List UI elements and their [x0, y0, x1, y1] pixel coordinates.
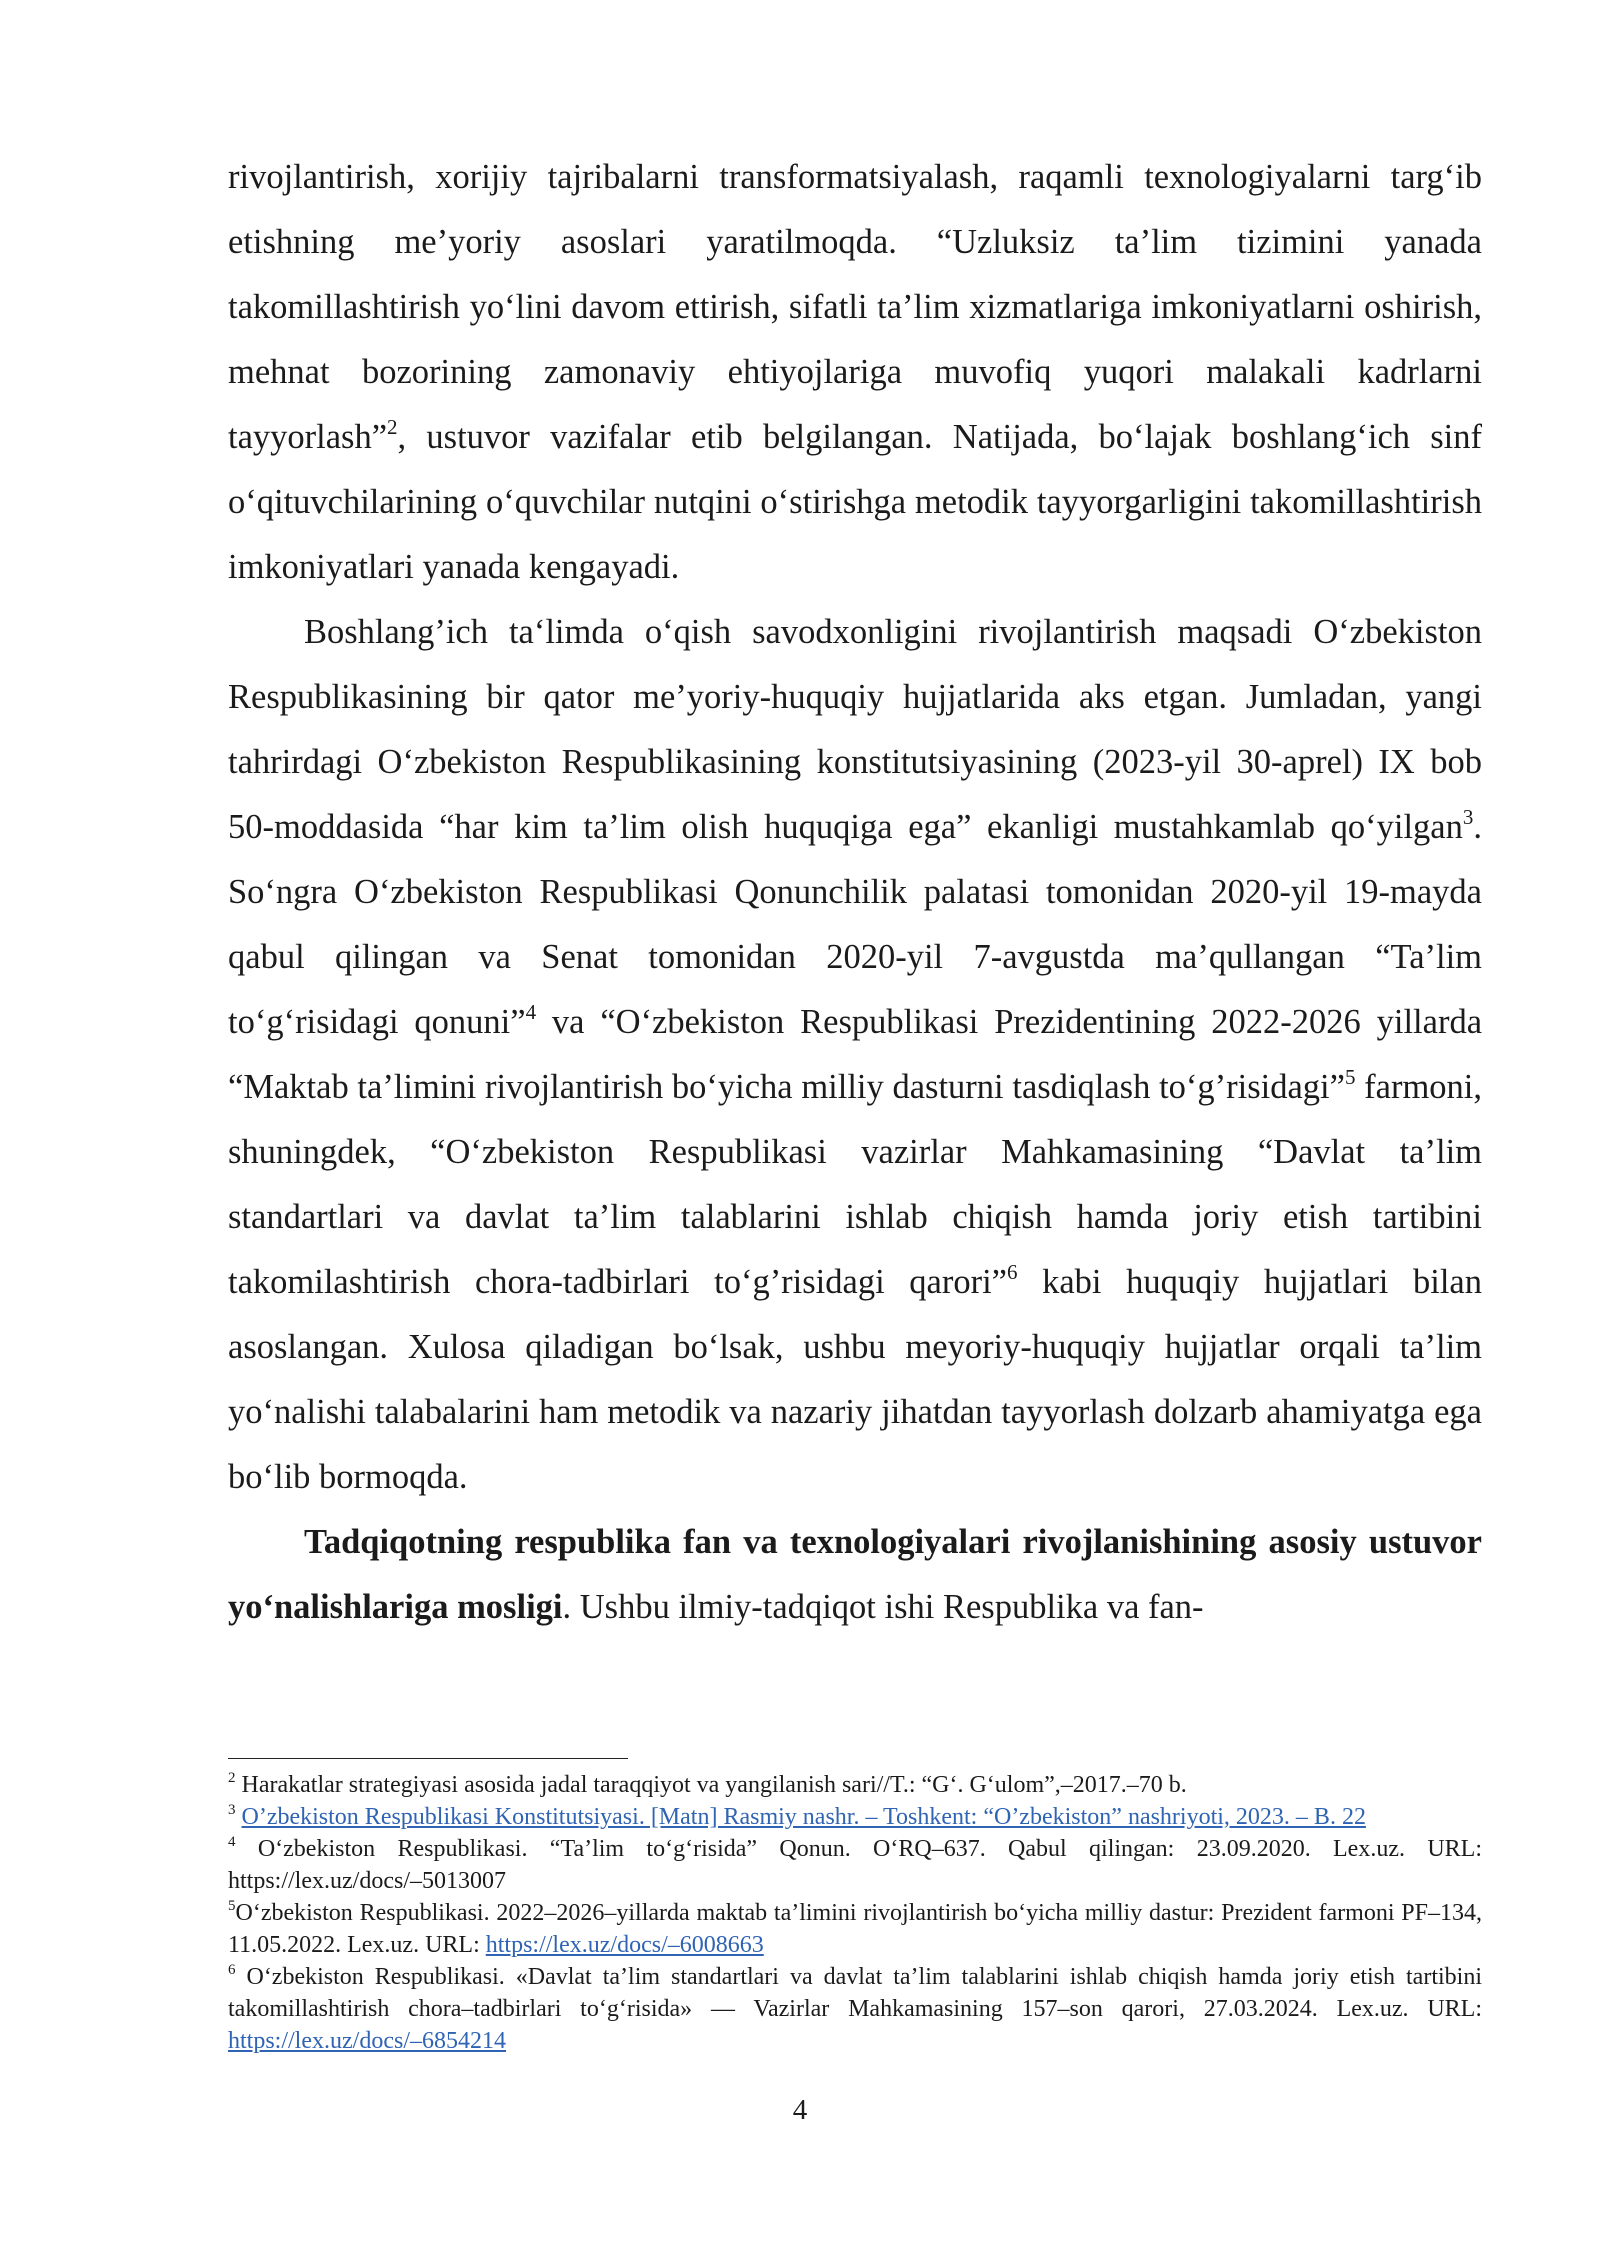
footnote-marker: 4: [228, 1834, 236, 1850]
footnote-marker: 2: [228, 1770, 236, 1786]
footnotes: [228, 1769, 1482, 2057]
section-heading-inline: Tadqiqotning respublika fan va texnologiyalari rivojlanishining asosiy ustuvor yo‘nalishlariga mosligi: [228, 1523, 1482, 1626]
text-run: O‘zbekiston Respublikasi. “Ta’lim to‘g‘risida” Qonun. O‘RQ–637. Qabul qilingan: 23.09.2020. Lex.uz. URL: https://lex.uz/docs/–5013007: [228, 1836, 1482, 1894]
footnote-marker: 3: [228, 1802, 236, 1818]
paragraph: [228, 600, 1482, 1510]
footnote-item: [228, 1897, 1482, 1961]
footnote-marker: 6: [1006, 1259, 1018, 1284]
footnote-marker: 4: [525, 999, 537, 1024]
footnote-item: [228, 1769, 1482, 1801]
body-text: [228, 145, 1482, 1640]
text-run: O‘zbekiston Respublikasi. «Davlat ta’lim standartlari va davlat ta’lim talablarini ishlab chiqish hamda joriy etish tartibini takomillashtirish chora–tadbirlari to‘g‘risida» — Vazirlar Mahkamasining 157–son qarori, 27.03.2024. Lex.uz. URL:: [228, 1964, 1482, 2022]
footnote-marker: 3: [1462, 804, 1474, 829]
paragraph: [228, 1510, 1482, 1640]
text-run: farmoni, shuningdek, “O‘zbekiston Respublikasi vazirlar Mahkamasining “Davlat ta’lim standartlari va davlat ta’lim talablarini ishlab chiqish hamda joriy etish tartibini takomilashtirish chora-tadbirlari to‘g’risidagi qarori”: [228, 1068, 1482, 1301]
text-run: va “O‘zbekiston Respublikasi Prezidentining 2022-2026 yillarda “Maktab ta’limini rivojlantirish bo‘yicha milliy dasturni tasdiqlash to‘g’risidagi”: [228, 1003, 1483, 1106]
text-run: . So‘ngra O‘zbekiston Respublikasi Qonunchilik palatasi tomonidan 2020-yil 19-mayda qabul qilingan va Senat tomonidan 2020-yil 7-avgustda ma’qullangan “Ta’lim to‘g‘risidagi qonuni”: [228, 808, 1482, 1041]
text-run: , ustuvor vazifalar etib belgilangan. Natijada, bo‘lajak boshlang‘ich sinf o‘qituvchilarining o‘quvchilar nutqini o‘stirishga metodik tayyorgarligini takomillashtirish imkoniyatlari yanada kengayadi.: [228, 418, 1482, 586]
text-run: O‘zbekiston Respublikasi. 2022–2026–yillarda maktab ta’limini rivojlantirish bo‘yicha milliy dastur: Prezident farmoni PF–134, 11.05.2022. Lex.uz. URL:: [228, 1900, 1482, 1958]
footnote-link[interactable]: O’zbekiston Respublikasi Konstitutsiyasi. [Matn] Rasmiy nashr. – Toshkent: “O’zbekiston” nashriyoti, 2023. – B. 22: [241, 1804, 1366, 1830]
footnote-item: [228, 1801, 1482, 1833]
text-run: Harakatlar strategiyasi asosida jadal taraqqiyot va yangilanish sari//T.: “G‘. G‘ulom”,–2017.–70 b.: [235, 1772, 1187, 1798]
footnote-marker: 5: [1344, 1064, 1356, 1089]
footnote-marker: 2: [387, 414, 398, 439]
text-run: Boshlang’ich ta‘limda o‘qish savodxonligini rivojlantirish maqsadi O‘zbekiston Respublikasining bir qator me’yoriy-huquqiy hujjatlarida aks etgan. Jumladan, yangi tahrirdagi O‘zbekiston Respublikasining konstitutsiyasining (2023-yil 30-aprel) IX bob 50-moddasida “har kim ta’lim olish huquqiga ega” ekanligi mustahkamlab qo‘yilgan: [228, 613, 1482, 846]
footnote-link[interactable]: https://lex.uz/docs/–6854214: [228, 2028, 506, 2054]
text-run: . Ushbu ilmiy-tadqiqot ishi Respublika va fan-: [562, 1588, 1204, 1626]
footnote-item: [228, 1961, 1482, 2057]
footnote-separator: [228, 1758, 628, 1759]
text-run: kabi huquqiy hujjatlari bilan asoslangan. Xulosa qiladigan bo‘lsak, ushbu meyoriy-huquqiy hujjatlar orqali ta’lim yo‘nalishi talabalarini ham metodik va nazariy jihatdan tayyorlash dolzarb ahamiyatga ega bo‘lib bormoqda.: [228, 1263, 1482, 1496]
paragraph: [228, 145, 1482, 600]
footnote-item: [228, 1833, 1482, 1897]
page-number: 4: [792, 2094, 808, 2126]
text-run: rivojlantirish, xorijiy tajribalarni transformatsiyalash, raqamli texnologiyalarni targ‘ib etishning me’yoriy asoslari yaratilmoqda. “Uzluksiz ta’lim tizimini yanada takomillashtirish yo‘lini davom ettirish, sifatli ta’lim xizmatlariga imkoniyatlarni oshirish, mehnat bozorining zamonaviy ehtiyojlariga muvofiq yuqori malakali kadrlarni tayyorlash”: [228, 158, 1482, 456]
footnote-marker: 5: [228, 1898, 236, 1914]
footnote-marker: 6: [228, 1962, 236, 1978]
footnote-link[interactable]: https://lex.uz/docs/–6008663: [485, 1932, 764, 1958]
